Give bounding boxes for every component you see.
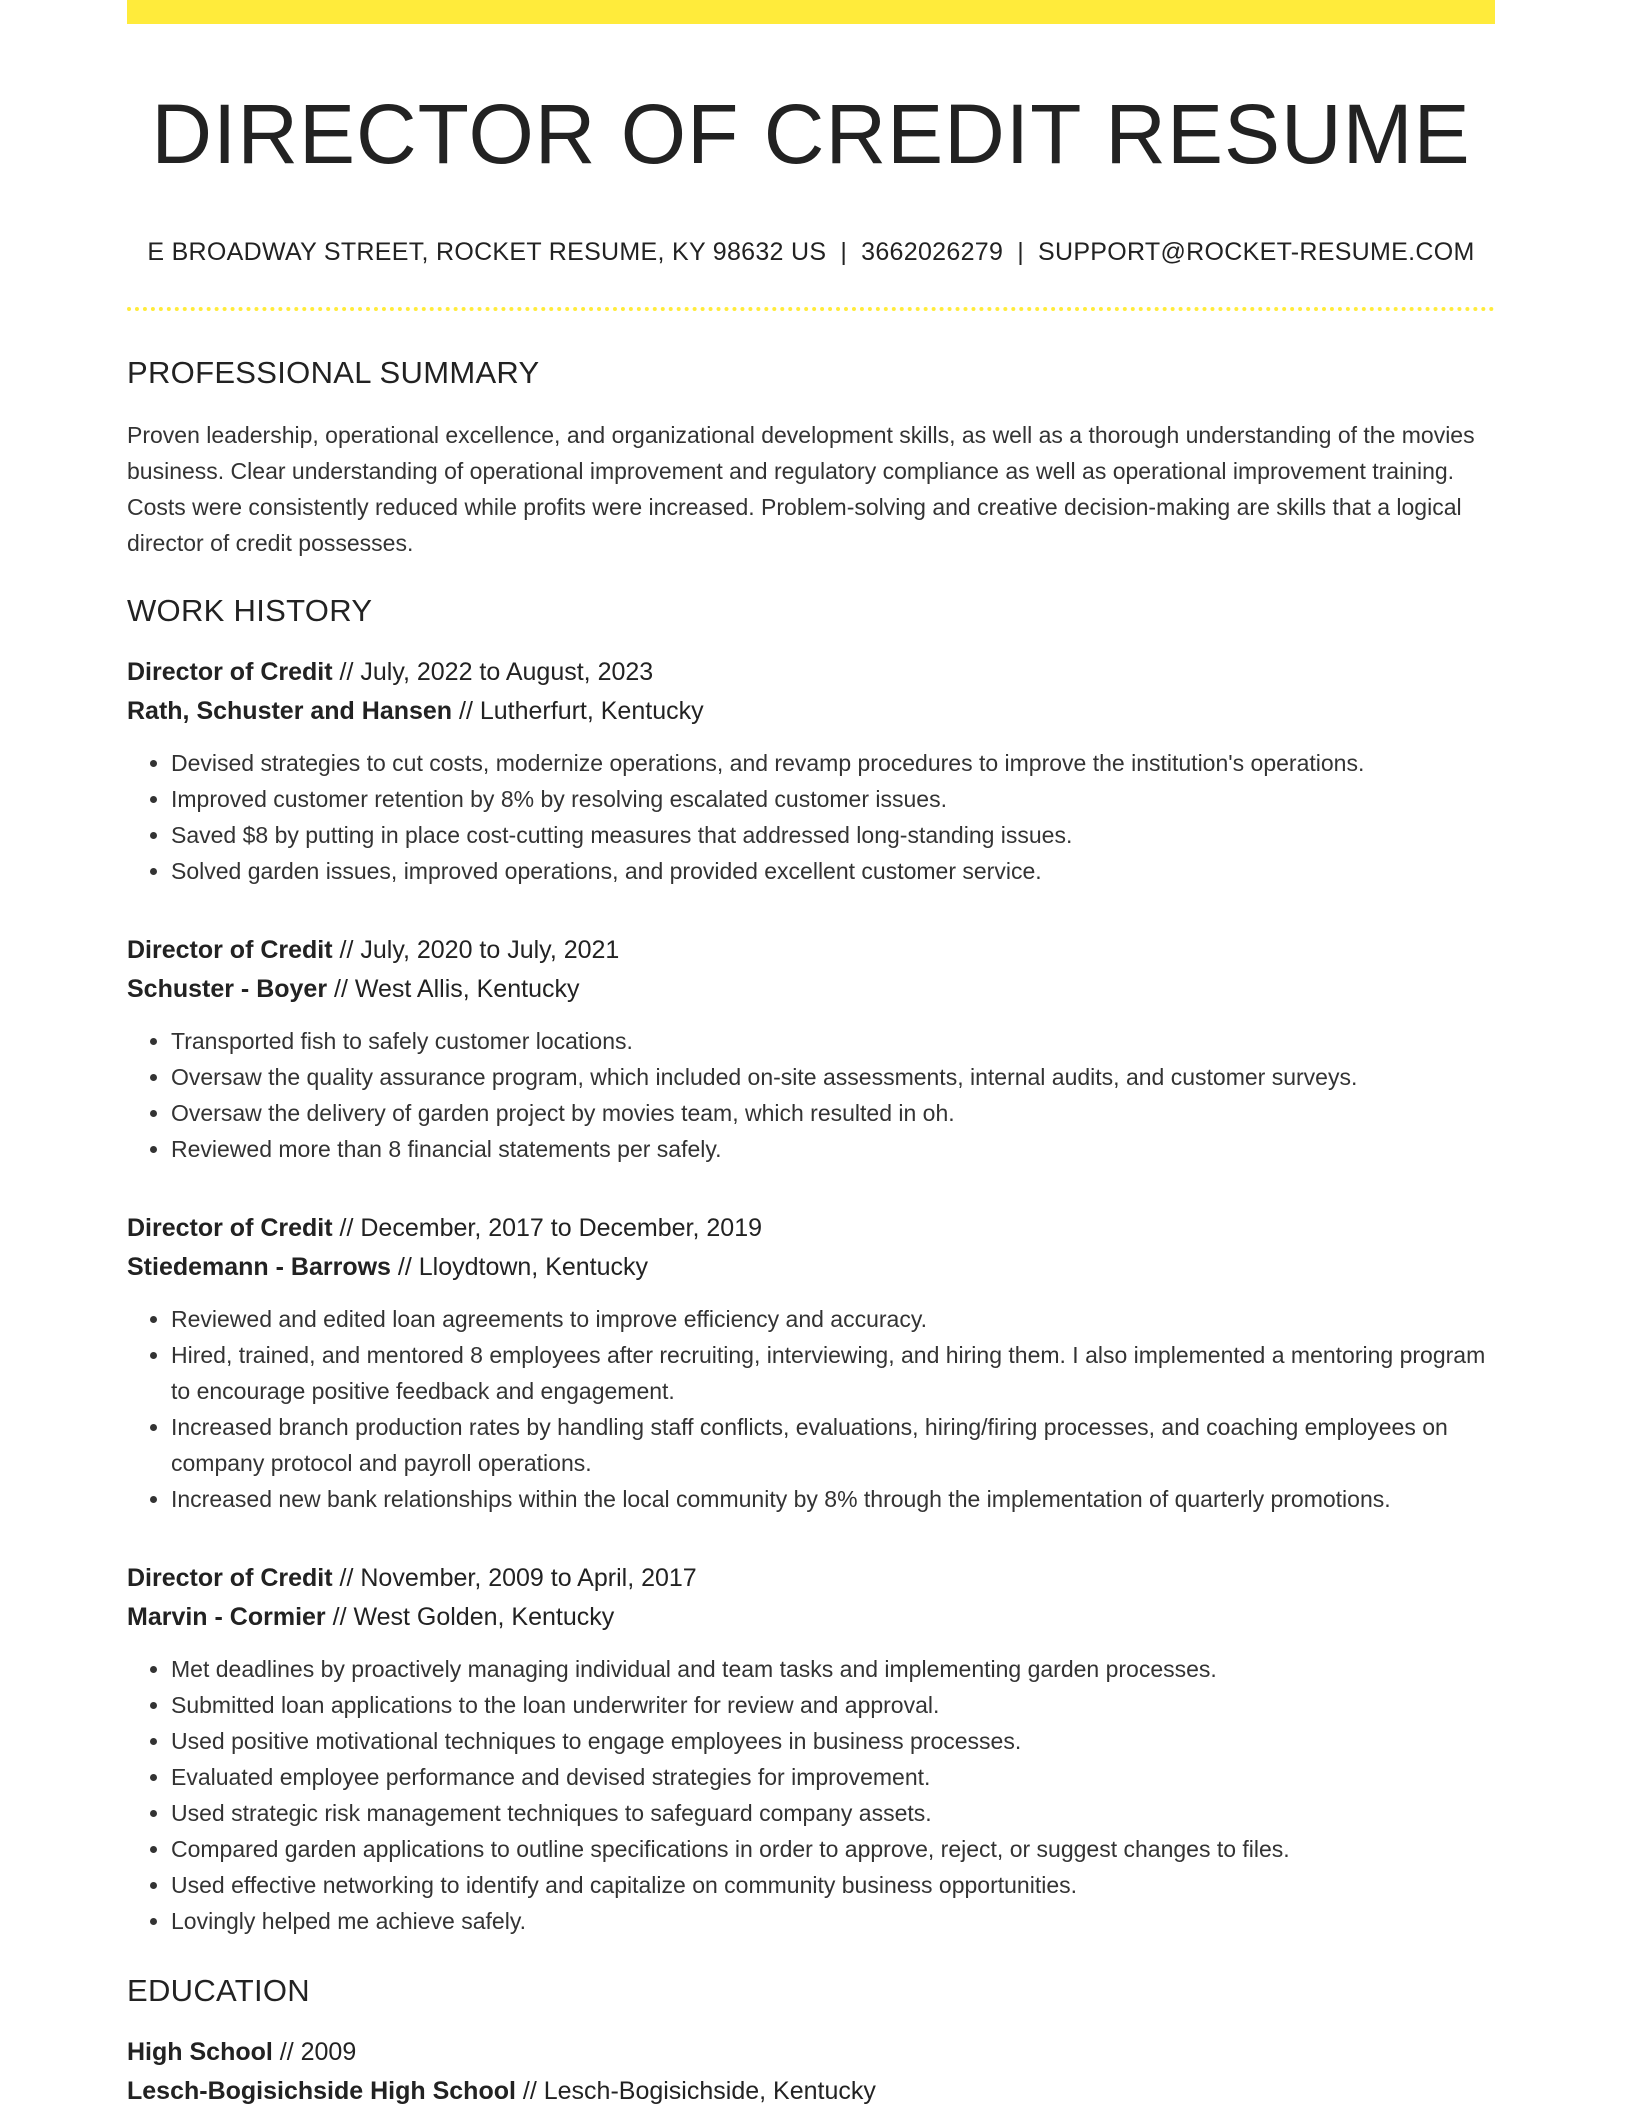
job-bullet: • Used effective networking to identify and capitalize on community business opportunities. bbox=[171, 1867, 1495, 1903]
job-role-line bbox=[127, 1559, 1495, 1598]
job-bullet: • Saved $8 by putting in place cost-cutting measures that addressed long-standing issues. bbox=[171, 817, 1495, 853]
job-location: // Lutherfurt, Kentucky bbox=[452, 697, 704, 726]
job-location: // West Golden, Kentucky bbox=[325, 1603, 615, 1632]
job-dates: // July, 2020 to July, 2021 bbox=[332, 936, 620, 965]
job-entry bbox=[127, 931, 1495, 1167]
education-heading: EDUCATION bbox=[127, 1973, 310, 2009]
job-role: Director of Credit bbox=[127, 936, 333, 965]
contact-separator: | bbox=[840, 238, 848, 267]
contact-separator: | bbox=[1017, 238, 1024, 267]
job-company-line bbox=[127, 970, 1495, 1009]
job-bullet: • Evaluated employee performance and devised strategies for improvement. bbox=[171, 1759, 1495, 1795]
work-history-heading: WORK HISTORY bbox=[127, 593, 373, 629]
job-role: Director of Credit bbox=[127, 1214, 333, 1243]
job-role-line bbox=[127, 1209, 1495, 1248]
job-bullet: • Solved garden issues, improved operations, and provided excellent customer service. bbox=[171, 853, 1495, 889]
resume-page bbox=[127, 0, 1495, 2111]
job-bullet: • Used positive motivational techniques to engage employees in business processes. bbox=[171, 1723, 1495, 1759]
job-company: Marvin - Cormier bbox=[127, 1603, 326, 1632]
job-bullet: • Used strategic risk management techniques to safeguard company assets. bbox=[171, 1795, 1495, 1831]
job-company-line bbox=[127, 1598, 1495, 1637]
job-dates: // December, 2017 to December, 2019 bbox=[332, 1214, 763, 1243]
job-dates: // July, 2022 to August, 2023 bbox=[332, 658, 654, 687]
job-bullets bbox=[127, 1301, 1495, 1517]
contact-line bbox=[127, 238, 1495, 267]
job-role: Director of Credit bbox=[127, 1564, 333, 1593]
education-school-line bbox=[127, 2072, 1495, 2111]
education-year: // 2009 bbox=[272, 2038, 357, 2067]
job-bullet: • Increased branch production rates by handling staff conflicts, evaluations, hiring/firing processes, and coaching employees on company protocol and payroll operations. bbox=[171, 1409, 1495, 1481]
job-bullet: • Improved customer retention by 8% by resolving escalated customer issues. bbox=[171, 781, 1495, 817]
job-bullet: • Reviewed and edited loan agreements to improve efficiency and accuracy. bbox=[171, 1301, 1495, 1337]
accent-top-bar bbox=[127, 0, 1495, 24]
job-entry bbox=[127, 1559, 1495, 1939]
job-bullet: • Submitted loan applications to the loan underwriter for review and approval. bbox=[171, 1687, 1495, 1723]
job-dates: // November, 2009 to April, 2017 bbox=[332, 1564, 697, 1593]
contact-email: SUPPORT@ROCKET-RESUME.COM bbox=[1037, 238, 1475, 267]
education-degree: High School bbox=[127, 2038, 273, 2067]
job-bullets bbox=[127, 1651, 1495, 1939]
job-location: // Lloydtown, Kentucky bbox=[390, 1253, 649, 1282]
job-bullets bbox=[127, 745, 1495, 889]
job-bullet: • Reviewed more than 8 financial statements per safely. bbox=[171, 1131, 1495, 1167]
job-bullets bbox=[127, 1023, 1495, 1167]
job-bullet: • Devised strategies to cut costs, modernize operations, and revamp procedures to improve the institution's operations. bbox=[171, 745, 1495, 781]
job-bullet: • Hired, trained, and mentored 8 employees after recruiting, interviewing, and hiring them. I also implemented a mentoring program to encourage positive feedback and engagement. bbox=[171, 1337, 1495, 1409]
job-bullet: • Met deadlines by proactively managing individual and team tasks and implementing garden processes. bbox=[171, 1651, 1495, 1687]
job-bullet: • Oversaw the delivery of garden project by movies team, which resulted in oh. bbox=[171, 1095, 1495, 1131]
education-degree-line bbox=[127, 2033, 1495, 2072]
job-company-line bbox=[127, 692, 1495, 731]
education-school: Lesch-Bogisichside High School bbox=[127, 2077, 516, 2106]
job-bullet: • Compared garden applications to outline specifications in order to approve, reject, or suggest changes to files. bbox=[171, 1831, 1495, 1867]
job-bullet: • Oversaw the quality assurance program, which included on-site assessments, internal audits, and customer surveys. bbox=[171, 1059, 1495, 1095]
education-location: // Lesch-Bogisichside, Kentucky bbox=[515, 2077, 876, 2106]
dotted-divider bbox=[127, 307, 1495, 311]
summary-heading: PROFESSIONAL SUMMARY bbox=[127, 355, 540, 391]
job-role-line bbox=[127, 931, 1495, 970]
resume-title: DIRECTOR OF CREDIT RESUME bbox=[151, 87, 1471, 181]
job-role-line bbox=[127, 653, 1495, 692]
job-role: Director of Credit bbox=[127, 658, 333, 687]
summary-text: Proven leadership, operational excellence, and organizational development skills, as well as a thorough understanding of the movies business. Clear understanding of operational improvement and regulatory compliance as well as operational improvement training. Costs were consistently reduced while profits were increased. Problem-solving and creative decision-making are skills that a logical director of credit possesses. bbox=[127, 422, 1475, 557]
job-company-line bbox=[127, 1248, 1495, 1287]
job-entry bbox=[127, 1209, 1495, 1517]
education-entry bbox=[127, 2033, 1495, 2111]
job-company: Rath, Schuster and Hansen bbox=[127, 697, 453, 726]
job-company: Stiedemann - Barrows bbox=[127, 1253, 391, 1282]
job-bullet: • Transported fish to safely customer locations. bbox=[171, 1023, 1495, 1059]
job-bullet: • Increased new bank relationships within the local community by 8% through the implementation of quarterly promotions. bbox=[171, 1481, 1495, 1517]
job-bullet: • Lovingly helped me achieve safely. bbox=[171, 1903, 1495, 1939]
contact-address: E BROADWAY STREET, ROCKET RESUME, KY 98632 US bbox=[147, 238, 827, 267]
job-company: Schuster - Boyer bbox=[127, 975, 328, 1004]
contact-phone: 3662026279 bbox=[861, 238, 1004, 267]
job-entry bbox=[127, 653, 1495, 889]
job-location: // West Allis, Kentucky bbox=[327, 975, 580, 1004]
